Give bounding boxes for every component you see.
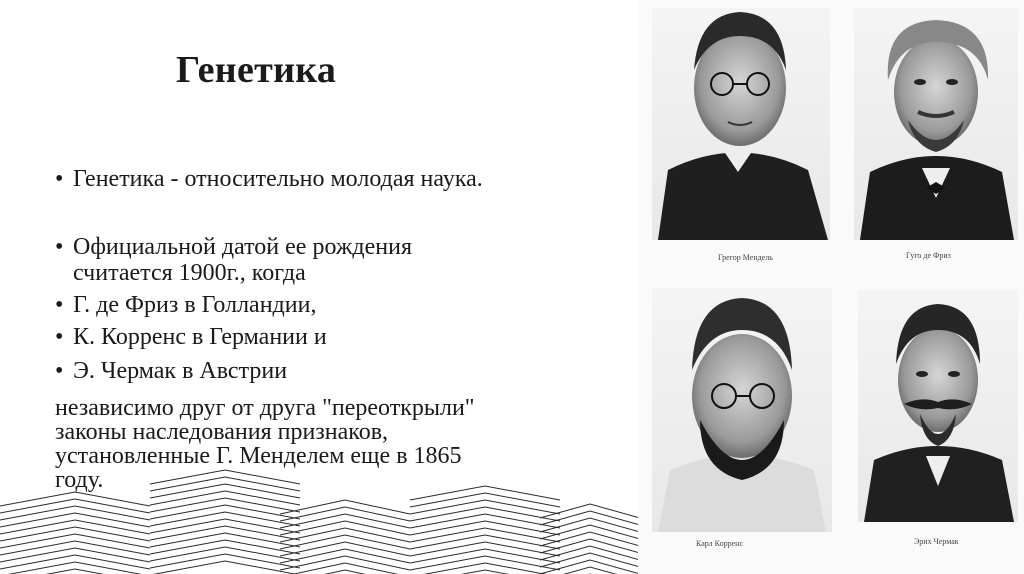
- bullet-item: • Г. де Фриз в Голландии,: [55, 292, 317, 318]
- zigzag-line: [540, 567, 640, 574]
- portrait-caption: Эрих Чермак: [914, 537, 959, 546]
- portrait-grid: [638, 0, 1024, 574]
- slide-title: Генетика: [176, 49, 337, 91]
- bullet-item: • Генетика - относительно молодая наука.: [55, 166, 483, 192]
- bullet-text: Официальной датой ее рождения: [73, 234, 413, 260]
- summary-paragraph: независимо друг от друга "переоткрыли" законы наследования признаков, установленные Г. Менделем еще в 1865 году.: [55, 395, 475, 493]
- bullet-text: К. Корренс в Германии и: [73, 324, 327, 350]
- bullet-item: • К. Корренс в Германии и: [55, 324, 327, 350]
- bullet-text: Г. де Фриз в Голландии,: [73, 292, 317, 318]
- zigzag-line: [0, 562, 150, 574]
- bullet-text: Э. Чермак в Австрии: [73, 358, 288, 384]
- zigzag-line: [410, 570, 560, 574]
- portrait-tschermak: [858, 290, 1018, 546]
- zigzag-line: [280, 570, 410, 574]
- zigzag-line: [150, 561, 300, 574]
- portrait-caption: Гуго де Фриз: [906, 251, 951, 260]
- bullet-item: • Официальной датой ее рождения считается 1900г., когда: [55, 234, 413, 286]
- portrait-de-vries: [854, 8, 1018, 260]
- bullet-text: Генетика - относительно молодая наука.: [73, 166, 483, 192]
- portrait-mendel: [652, 8, 830, 262]
- portrait-caption: Грегор Мендель: [718, 253, 773, 262]
- zigzag-line: [410, 563, 560, 574]
- bullet-item: • Э. Чермак в Австрии: [55, 358, 288, 384]
- zigzag-line: [280, 563, 410, 574]
- portrait-correns: [652, 288, 832, 548]
- portrait-caption: Карл Корренс: [696, 539, 743, 548]
- bullet-text: считается 1900г., когда: [73, 260, 306, 286]
